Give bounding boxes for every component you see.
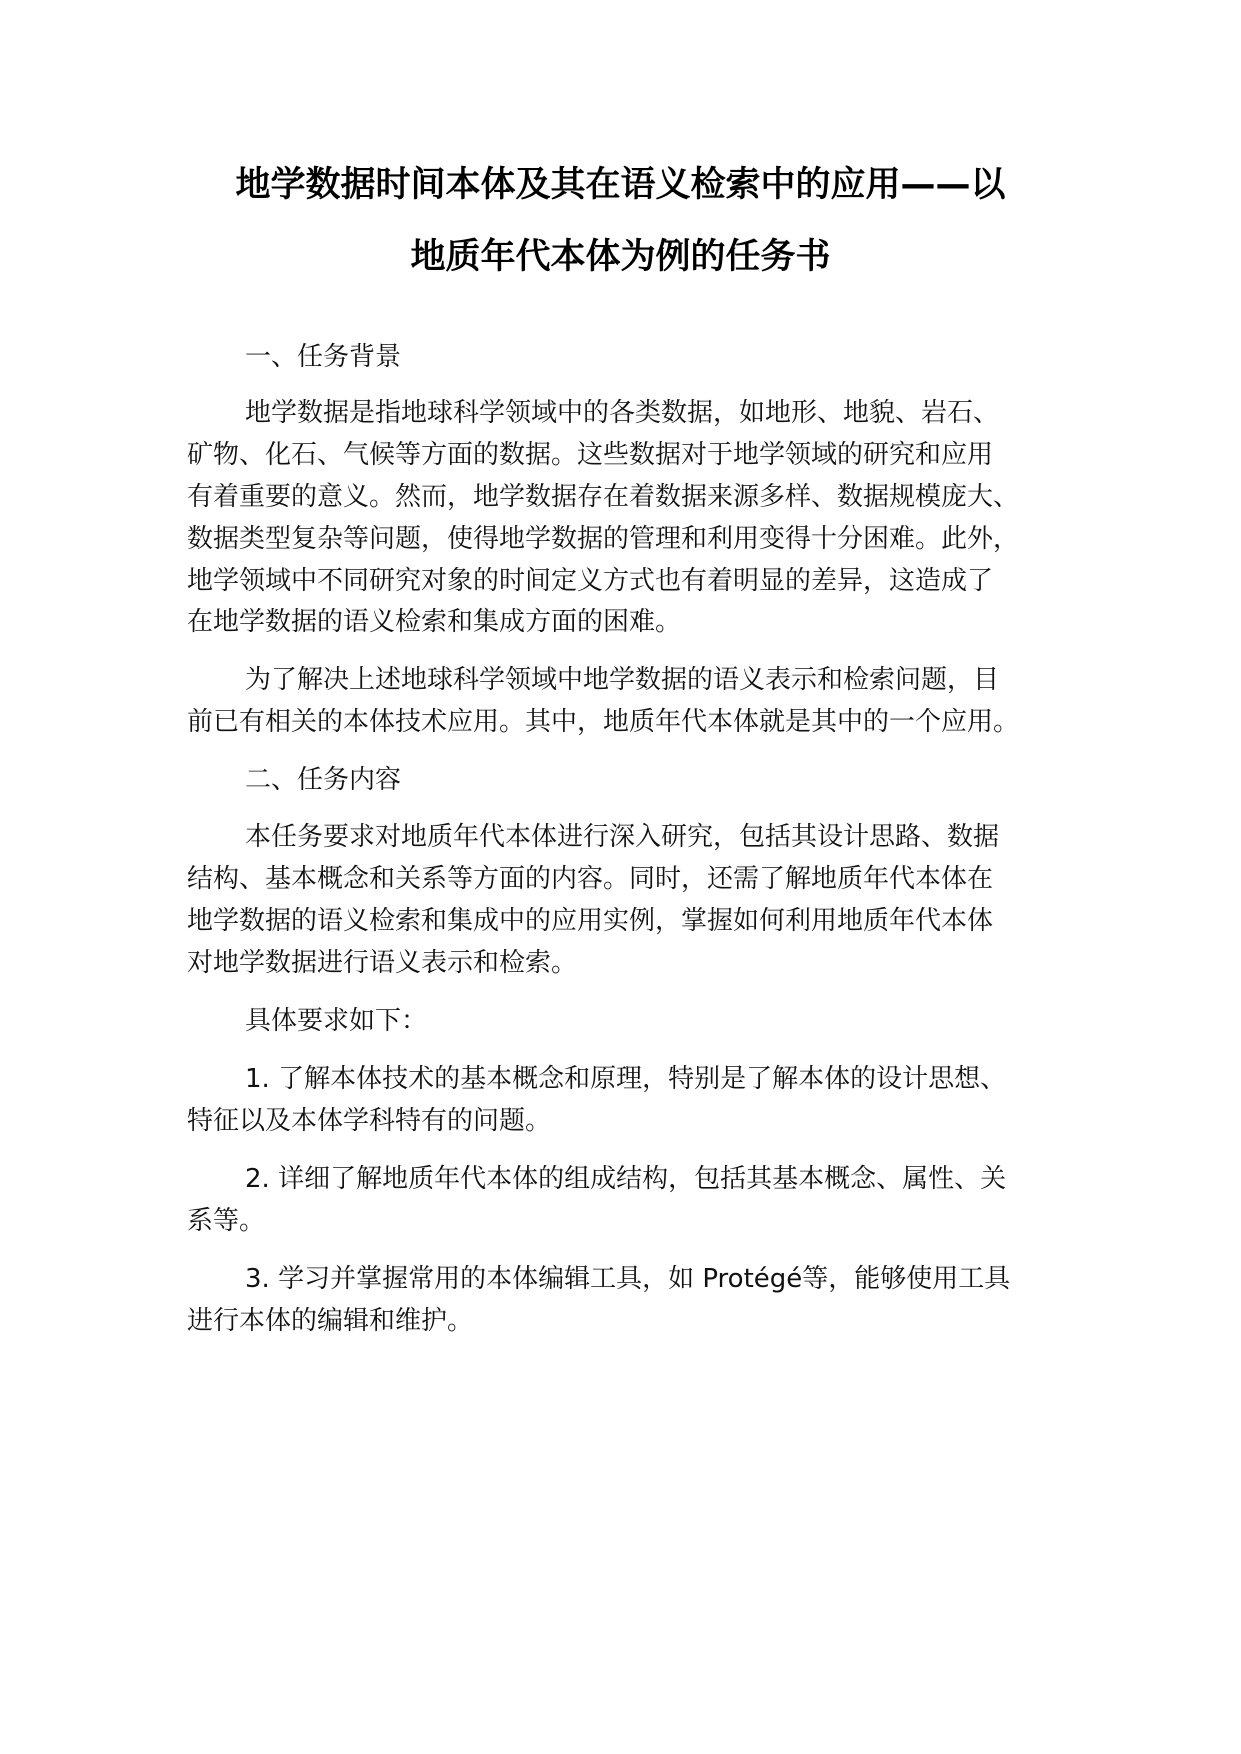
paragraph-3-line: 地学数据的语义检索和集成中的应用实例，掌握如何利用地质年代本体 (187, 906, 994, 936)
paragraph-1-line: 矿物、化石、气候等方面的数据。这些数据对于地学领域的研究和应用 (187, 440, 994, 470)
section-heading-content: 二、任务内容 (245, 765, 402, 795)
requirement-item-2-line: 2. 详细了解地质年代本体的组成结构，包括其基本概念、属性、关 (245, 1164, 1007, 1194)
requirement-item-3-line: 进行本体的编辑和维护。 (187, 1306, 474, 1336)
paragraph-3-line: 对地学数据进行语义表示和检索。 (187, 948, 578, 978)
document-title-line-2: 地质年代本体为例的任务书 (410, 237, 831, 277)
paragraph-1-line: 地学数据是指地球科学领域中的各类数据，如地形、地貌、岩石、 (245, 398, 1000, 428)
requirement-item-1-line: 特征以及本体学科特有的问题。 (187, 1106, 552, 1136)
paragraph-1-line: 数据类型复杂等问题，使得地学数据的管理和利用变得十分困难。此外， (187, 524, 1020, 554)
paragraph-1-line: 有着重要的意义。然而，地学数据存在着数据来源多样、数据规模庞大、 (187, 482, 1020, 512)
document-title-line-1: 地学数据时间本体及其在语义检索中的应用——以 (235, 165, 1006, 205)
paragraph-3-line: 结构、基本概念和关系等方面的内容。同时，还需了解地质年代本体在 (187, 864, 994, 894)
paragraph-3-line: 本任务要求对地质年代本体进行深入研究，包括其设计思路、数据 (245, 822, 1000, 852)
requirement-item-1-line: 1. 了解本体技术的基本概念和原理，特别是了解本体的设计思想、 (245, 1064, 1007, 1094)
requirements-intro: 具体要求如下： (245, 1006, 428, 1036)
paragraph-2-line: 前已有相关的本体技术应用。其中，地质年代本体就是其中的一个应用。 (187, 707, 1020, 737)
requirement-item-2-line: 系等。 (187, 1206, 266, 1236)
paragraph-2-line: 为了解决上述地球科学领域中地学数据的语义表示和检索问题，目 (245, 665, 1000, 695)
requirement-item-3-line: 3. 学习并掌握常用的本体编辑工具，如 Protégé等，能够使用工具 (245, 1264, 1011, 1294)
paragraph-1-line: 地学领域中不同研究对象的时间定义方式也有着明显的差异，这造成了 (187, 566, 994, 596)
paragraph-1-line: 在地学数据的语义检索和集成方面的困难。 (187, 607, 682, 637)
section-heading-background: 一、任务背景 (245, 342, 402, 372)
